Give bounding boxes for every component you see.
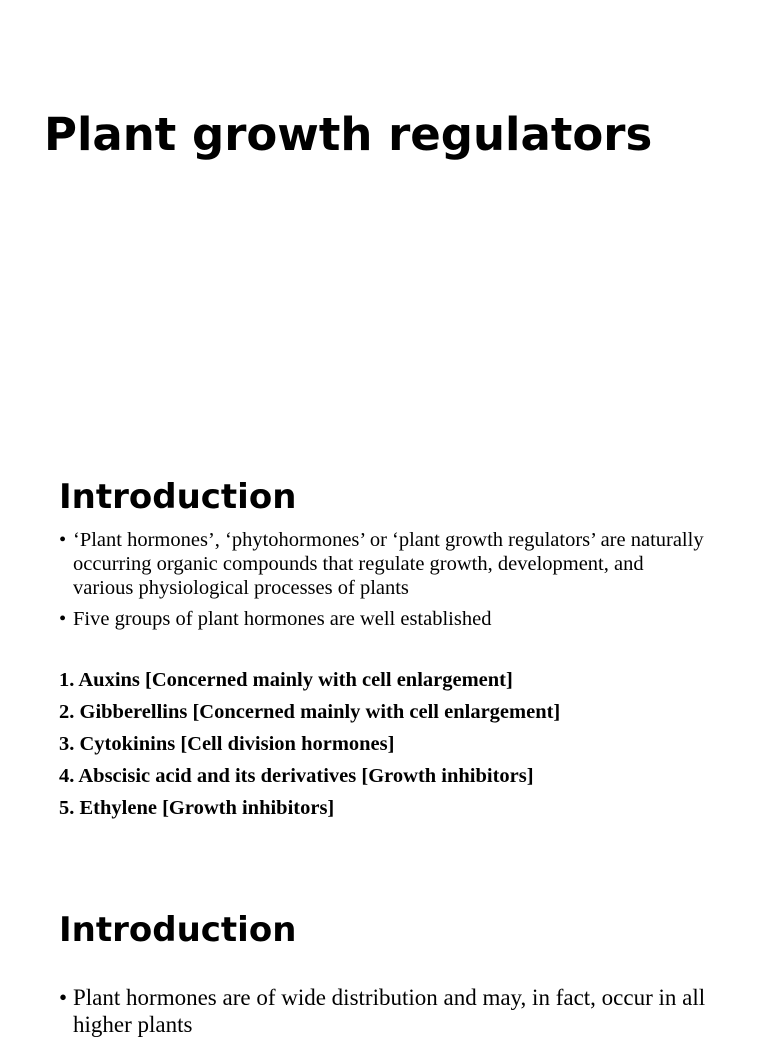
bullet-item bbox=[59, 984, 709, 1038]
bullet-text: Five groups of plant hormones are well established bbox=[73, 608, 492, 630]
bullet-list bbox=[59, 528, 709, 631]
numbered-item: 4. Abscisic acid and its derivatives [Growth inhibitors] bbox=[59, 765, 534, 787]
numbered-item: 2. Gibberellins [Concerned mainly with cell enlargement] bbox=[59, 701, 561, 723]
numbered-item: 1. Auxins [Concerned mainly with cell enlargement] bbox=[59, 669, 513, 691]
bullet-icon: • bbox=[59, 529, 67, 551]
numbered-item: 5. Ethylene [Growth inhibitors] bbox=[59, 797, 335, 819]
bullet-text: ‘Plant hormones’, ‘phytohormones’ or ‘plant growth regulators’ are naturally occurring organic compounds that regulate growth, development, and various physiological processes of plants bbox=[73, 529, 704, 599]
bullet-list bbox=[59, 984, 709, 1038]
numbered-item: 3. Cytokinins [Cell division hormones] bbox=[59, 733, 395, 755]
bullet-icon: • bbox=[59, 608, 67, 630]
bullet-text: Plant hormones are of wide distribution and may, in fact, occur in all higher plants bbox=[73, 985, 706, 1037]
slide-title: Plant growth regulators bbox=[44, 108, 653, 161]
introduction-section bbox=[59, 475, 709, 824]
bullet-icon: • bbox=[59, 985, 68, 1010]
introduction-section-2 bbox=[59, 908, 709, 1038]
bullet-item bbox=[59, 528, 709, 600]
section-heading: Introduction bbox=[59, 910, 297, 950]
section-heading: Introduction bbox=[59, 477, 297, 517]
bullet-item bbox=[59, 607, 709, 631]
hormone-groups-list bbox=[59, 664, 709, 824]
